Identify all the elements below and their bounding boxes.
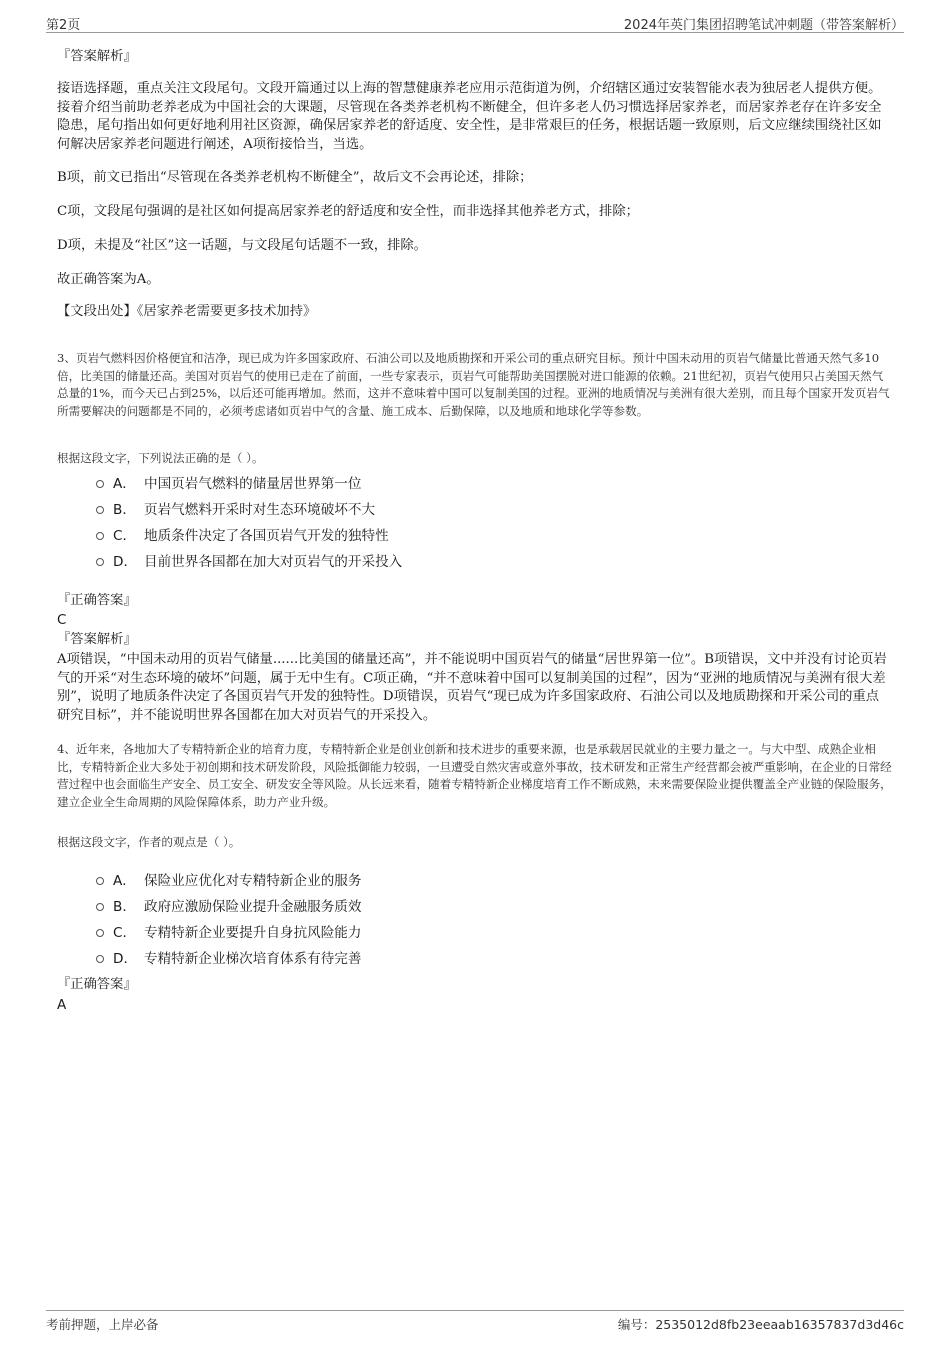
correct-answer-label: 『正确答案』: [57, 977, 137, 992]
radio-icon[interactable]: [96, 929, 104, 937]
analysis-text: 故正确答案为A。: [57, 272, 160, 287]
q4-option-c[interactable]: [96, 920, 362, 942]
option-text: 中国页岩气燃料的储量居世界第一位: [144, 476, 362, 492]
correct-answer-label: 『正确答案』: [57, 593, 137, 608]
q2-analysis-paragraph-2: [57, 169, 892, 188]
correct-answer-value: C: [57, 612, 67, 628]
option-text: 页岩气燃料开采时对生态环境破坏不大: [144, 502, 376, 518]
analysis-text: C项，文段尾句强调的是社区如何提高居家养老的舒适度和安全性，而非选择其他养老方式，排除；: [57, 204, 639, 219]
footer-slogan: 考前押题，上岸必备: [46, 1317, 159, 1332]
correct-answer-value: A: [57, 997, 67, 1013]
q3-analysis: [57, 651, 892, 725]
option-letter: D．: [113, 554, 138, 570]
option-letter: C．: [113, 528, 137, 544]
option-text: 保险业应优化对专精特新企业的服务: [144, 873, 362, 889]
radio-icon[interactable]: [96, 903, 104, 911]
q4-option-d[interactable]: [96, 946, 362, 968]
analysis-label: 『答案解析』: [57, 49, 137, 64]
question-prompt: 根据这段文字，下列说法正确的是（ ）。: [57, 451, 264, 465]
analysis-text: A项错误，“中国未动用的页岩气储量......比美国的储量还高”，并不能说明中国页岩气的储量“居世界第一位”。B项错误，文中并没有讨论页岩气的开采“对生态环境的破坏”问题，属于无中生有。C项正确，“并不意味着中国可以复制美国的过程”，因为“亚洲的地质情况与美洲有很大差别”，说明了地质条件决定了各国页岩气开发的独特性。D项错误，页岩气“现已成为许多国家政府、石油公司以及地质勘探和开采公司的重点研究目标”，并不能说明世界各国都在加大对页岩气的开采投入。: [57, 652, 887, 723]
radio-icon[interactable]: [96, 506, 104, 514]
analysis-text: D项，未提及“社区”这一话题，与文段尾句话题不一致，排除。: [57, 238, 427, 253]
analysis-text: 接语选择题，重点关注文段尾句。文段开篇通过以上海的智慧健康养老应用示范街道为例，介绍辖区通过安装智能水表为独居老人提供方便。接着介绍当前助老养老成为中国社会的大课题，尽管现在各类养老机构不断健全，但许多老人仍习惯选择居家养老，而居家养老存在许多安全隐患，尾句指出如何更好地利用社区资源，确保居家养老的舒适度、安全性，是非常艰巨的任务，根据话题一致原则，后文应继续围绕社区如何解决居家养老问题进行阐述，A项衔接恰当，当选。: [57, 81, 882, 152]
question-text: 3、页岩气燃料因价格便宜和洁净，现已成为许多国家政府、石油公司以及地质勘探和开采公司的重点研究目标。预计中国未动用的页岩气储量比普通天然气多10倍，比美国的储量还高。美国对页岩气的使用已走在了前面，一些专家表示，页岩气可能帮助美国摆脱对进口能源的依赖。21世纪初，页岩气使用只占美国天然气总量的1%，而今天已占到25%，以后还可能再增加。然而，这并不意味着中国可以复制美国的过程。亚洲的地质情况与美洲有很大差别，而且每个国家开发页岩气所需要解决的问题都是不同的，必须考虑诸如页岩中气的含量、施工成本、后勤保障，以及地质和地球化学等参数。: [57, 351, 890, 418]
option-text: 目前世界各国都在加大对页岩气的开采投入: [144, 554, 403, 570]
q3-option-c[interactable]: [96, 523, 389, 545]
option-text: 地质条件决定了各国页岩气开发的独特性: [144, 528, 389, 544]
question-3-prompt: [57, 450, 892, 468]
option-letter: C．: [113, 925, 137, 941]
option-text: 政府应激励保险业提升金融服务质效: [144, 899, 362, 915]
radio-icon[interactable]: [96, 877, 104, 885]
q2-analysis-paragraph-4: [57, 237, 892, 256]
q3-option-d[interactable]: [96, 549, 402, 571]
q4-option-b[interactable]: [96, 894, 362, 916]
question-3-stem: [57, 350, 892, 420]
analysis-label: 『答案解析』: [57, 632, 137, 647]
q2-analysis-paragraph-3: [57, 203, 892, 222]
document-title: 2024年英门集团招聘笔试冲刺题（带答案解析）: [623, 18, 904, 33]
source-citation: 【文段出处】《居家养老需要更多技术加持》: [57, 304, 317, 319]
radio-icon[interactable]: [96, 955, 104, 963]
option-text: 专精特新企业要提升自身抗风险能力: [144, 925, 362, 941]
document-code: 编号：2535012d8fb23eeaab16357837d3d46c: [617, 1317, 904, 1332]
question-4-prompt: [57, 834, 892, 852]
q4-option-a[interactable]: [96, 868, 362, 890]
analysis-text: B项，前文已指出“尽管现在各类养老机构不断健全”，故后文不会再论述，排除；: [57, 170, 533, 185]
radio-icon[interactable]: [96, 532, 104, 540]
option-letter: B．: [113, 899, 136, 915]
question-4-stem: [57, 741, 892, 811]
option-text: 专精特新企业梯次培育体系有待完善: [144, 951, 362, 967]
q3-option-b[interactable]: [96, 497, 375, 519]
radio-icon[interactable]: [96, 558, 104, 566]
q2-source: [57, 303, 892, 322]
q2-analysis-paragraph-1: [57, 80, 892, 154]
option-letter: B．: [113, 502, 136, 518]
page-number: 第2页: [46, 18, 81, 33]
option-letter: A．: [113, 873, 136, 889]
q3-option-a[interactable]: [96, 471, 362, 493]
question-prompt: 根据这段文字，作者的观点是（ ）。: [57, 835, 241, 849]
q2-analysis-paragraph-5: [57, 271, 892, 290]
page-footer: [46, 1310, 904, 1333]
page-header: [46, 12, 904, 33]
question-text: 4、近年来，各地加大了专精特新企业的培育力度，专精特新企业是创业创新和技术进步的重要来源，也是承载居民就业的主要力量之一。与大中型、成熟企业相比，专精特新企业大多处于初创期和技术研发阶段，风险抵御能力较弱，一旦遭受自然灾害或意外事故，技术研发和正常生产经营都会被严重影响，在企业的日常经营过程中也会面临生产安全、员工安全、研发安全等风险。从长远来看，随着专精特新企业梯度培育工作不断成熟，未来需要保险业提供覆盖全产业链的保险服务，建立企业全生命周期的风险保障体系，助力产业升级。: [57, 742, 892, 809]
radio-icon[interactable]: [96, 480, 104, 488]
option-letter: D．: [113, 951, 138, 967]
option-letter: A．: [113, 476, 136, 492]
